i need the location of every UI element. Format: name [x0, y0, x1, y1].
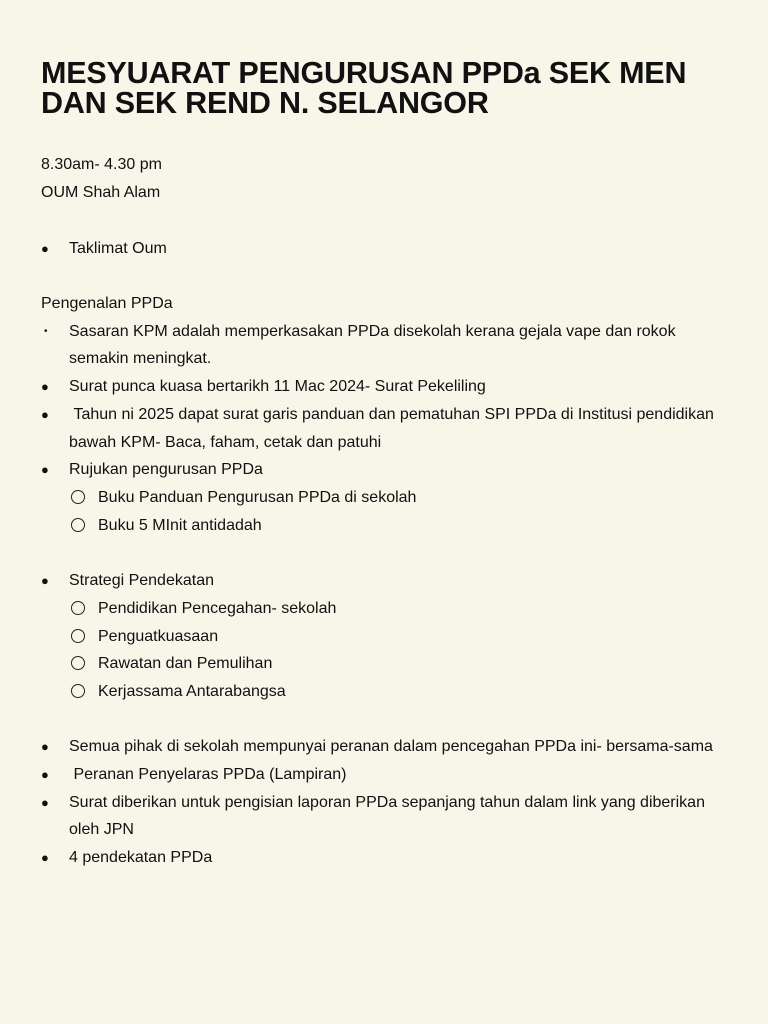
circle-bullet-icon: [71, 656, 85, 670]
list-item: [41, 789, 728, 844]
sub-list-item: [41, 484, 728, 512]
spacer: [41, 539, 728, 567]
bullet-icon: ●: [41, 462, 49, 478]
sub-list-item: [41, 623, 728, 651]
list-item-text: Surat diberikan untuk pengisian laporan PPDa sepanjang tahun dalam link yang diberikan oleh JPN: [69, 793, 705, 839]
list-item: [41, 401, 728, 456]
sub-list-item: [41, 512, 728, 540]
list-item: [41, 844, 728, 872]
sub-list-item-text: Rawatan dan Pemulihan: [98, 655, 273, 673]
spacer: [41, 706, 728, 734]
title-line-2: DAN SEK REND N. SELANGOR: [41, 86, 489, 120]
bullet-icon: ●: [41, 406, 49, 422]
meeting-venue: OUM Shah Alam: [41, 184, 161, 201]
bullet-icon: ●: [41, 240, 49, 256]
bullet-icon: ●: [41, 739, 49, 755]
title-line-1: MESYUARAT PENGURUSAN PPDa SEK MEN: [41, 56, 687, 90]
circle-bullet-icon: [71, 684, 85, 698]
bullet-icon: ●: [41, 767, 49, 782]
spacer: [41, 207, 728, 235]
list-item-text: Strategi Pendekatan: [69, 572, 214, 590]
sub-list-item-text: Pendidikan Pencegahan- sekolah: [98, 599, 337, 617]
bullet-icon: ●: [41, 379, 49, 395]
sub-list-item: [41, 595, 728, 623]
spacer: [41, 262, 728, 290]
list-item-taklimat: [41, 235, 728, 263]
list-item: [41, 318, 728, 373]
list-item-text: Semua pihak di sekolah mempunyai peranan dalam pencegahan PPDa ini- bersama-sama: [69, 738, 713, 756]
list-item-text: Sasaran KPM adalah memperkasakan PPDa disekolah kerana gejala vape dan rokok semakin meningkat.: [69, 322, 676, 368]
bullet-icon: ●: [41, 850, 49, 866]
bullet-icon: ●: [41, 573, 49, 589]
sub-list-item-text: Penguatkuasaan: [98, 627, 219, 645]
list-item: [41, 761, 728, 789]
list-item-text: Surat punca kuasa bertarikh 11 Mac 2024- Surat Pekeliling: [69, 378, 486, 396]
bullet-icon: ●: [41, 794, 49, 810]
circle-bullet-icon: [71, 490, 85, 504]
sub-list-item: [41, 650, 728, 678]
meeting-time: 8.30am- 4.30 pm: [41, 156, 162, 173]
sub-list-item: [41, 678, 728, 706]
list-item-text: Tahun ni 2025 dapat surat garis panduan dan pematuhan SPI PPDa di Institusi pendidikan bawah KPM- Baca, faham, cetak dan patuhi: [69, 405, 719, 451]
sub-list-item-text: Kerjassama Antarabangsa: [98, 682, 286, 700]
section-heading-pengenalan: Pengenalan PPDa: [41, 295, 173, 313]
small-bullet-icon: •: [44, 325, 48, 337]
list-item: [41, 373, 728, 401]
list-item-text: Rujukan pengurusan PPDa: [69, 461, 263, 479]
list-item-strategi: [41, 567, 728, 595]
circle-bullet-icon: [71, 601, 85, 615]
meeting-meta: [41, 151, 728, 207]
sub-list-item-text: Buku Panduan Pengurusan PPDa di sekolah: [98, 489, 417, 506]
circle-bullet-icon: [71, 629, 85, 643]
list-item: [41, 733, 728, 761]
list-item-text: Taklimat Oum: [69, 239, 167, 257]
page-title: [41, 58, 728, 118]
circle-bullet-icon: [71, 518, 85, 532]
list-item: [41, 456, 728, 484]
sub-list-item-text: Buku 5 MInit antidadah: [98, 516, 262, 534]
list-item-text: Peranan Penyelaras PPDa (Lampiran): [69, 766, 347, 783]
list-item-text: 4 pendekatan PPDa: [69, 849, 213, 867]
